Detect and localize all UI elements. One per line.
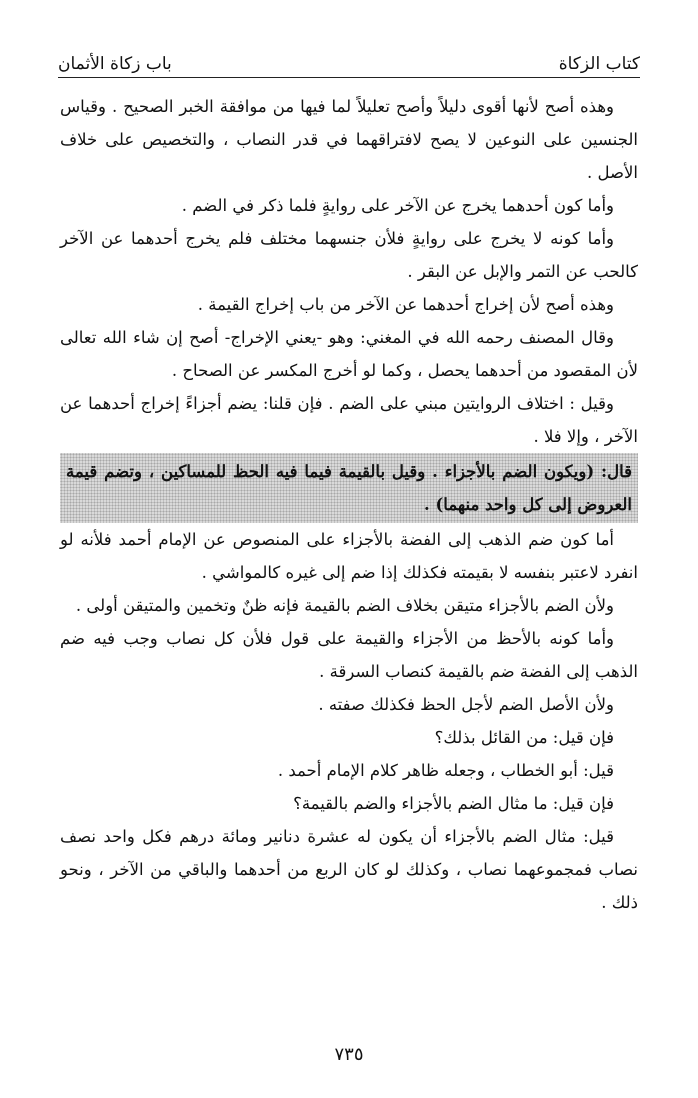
body-paragraph: فإن قيل: من القائل بذلك؟ [434, 728, 614, 747]
header-divider [58, 77, 640, 78]
page-number: ٧٣٥ [334, 1044, 364, 1065]
body-paragraph: قيل: أبو الخطاب ، وجعله ظاهر كلام الإمام أحمد . [277, 761, 614, 780]
body-paragraph: وهذه أصح لأن إخراج أحدهما عن الآخر من باب إخراج القيمة . [197, 295, 614, 314]
body-paragraph: ولأن الضم بالأجزاء متيقن بخلاف الضم بالقيمة فإنه ظنٌ وتخمين والمتيقن أولى . [75, 596, 614, 615]
body-paragraph: وأما كونه بالأحظ من الأجزاء والقيمة على قول فلأن كل نصاب وجب فيه ضم الذهب إلى الفضة ضم بالقيمة كنصاب السرقة . [60, 629, 638, 681]
body-paragraph: أما كون ضم الذهب إلى الفضة بالأجزاء على المنصوص عن الإمام أحمد فلأنه لو انفرد لاعتبر بنفسه لا بقيمته فكذلك إذا ضم إلى غيره كالمواشي . [60, 530, 638, 582]
quoted-matn-paragraph: قال: (ويكون الضم بالأجزاء . وقيل بالقيمة فيما فيه الحظ للمساكين ، وتضم قيمة العروض إلى كل واحد منهما) . [60, 453, 638, 523]
page-body [60, 90, 638, 919]
body-paragraph: وقال المصنف رحمه الله في المغني: وهو -يعني الإخراج- أصح إن شاء الله تعالى لأن المقصود من أحدهما يحصل ، وكما لو أخرج المكسر عن الصحاح . [60, 328, 638, 380]
book-title: كتاب الزكاة [558, 54, 640, 74]
body-paragraph: ولأن الأصل الضم لأجل الحظ فكذلك صفته . [318, 695, 614, 714]
body-paragraph: وقيل : اختلاف الروايتين مبني على الضم . فإن قلنا: يضم أجزاءً إخراج أحدهما عن الآخر ، وإلا فلا . [60, 394, 638, 446]
chapter-title: باب زكاة الأثمان [58, 54, 172, 74]
body-paragraph: وهذه أصح لأنها أقوى دليلاً وأصح تعليلاً لما فيها من موافقة الخبر الصحيح . وقياس الجنسين على النوعين لا يصح لافتراقهما في قدر النصاب ، والتخصيص على خلاف الأصل . [60, 97, 638, 182]
body-paragraph: وأما كون أحدهما يخرج عن الآخر على روايةٍ فلما ذكر في الضم . [181, 196, 614, 215]
body-paragraph: قيل: مثال الضم بالأجزاء أن يكون له عشرة دنانير ومائة درهم فكل واحد نصف نصاب فمجموعهما نصاب ، وكذلك لو كان الربع من أحدهما والباقي من الآخر ، ونحو ذلك . [60, 827, 638, 912]
body-paragraph: وأما كونه لا يخرج على روايةٍ فلأن جنسهما مختلف فلم يخرج أحدهما عن الآخر كالحب عن التمر والإبل عن البقر . [60, 229, 638, 281]
body-paragraph: فإن قيل: ما مثال الضم بالأجزاء والضم بالقيمة؟ [293, 794, 614, 813]
running-header [58, 40, 640, 74]
